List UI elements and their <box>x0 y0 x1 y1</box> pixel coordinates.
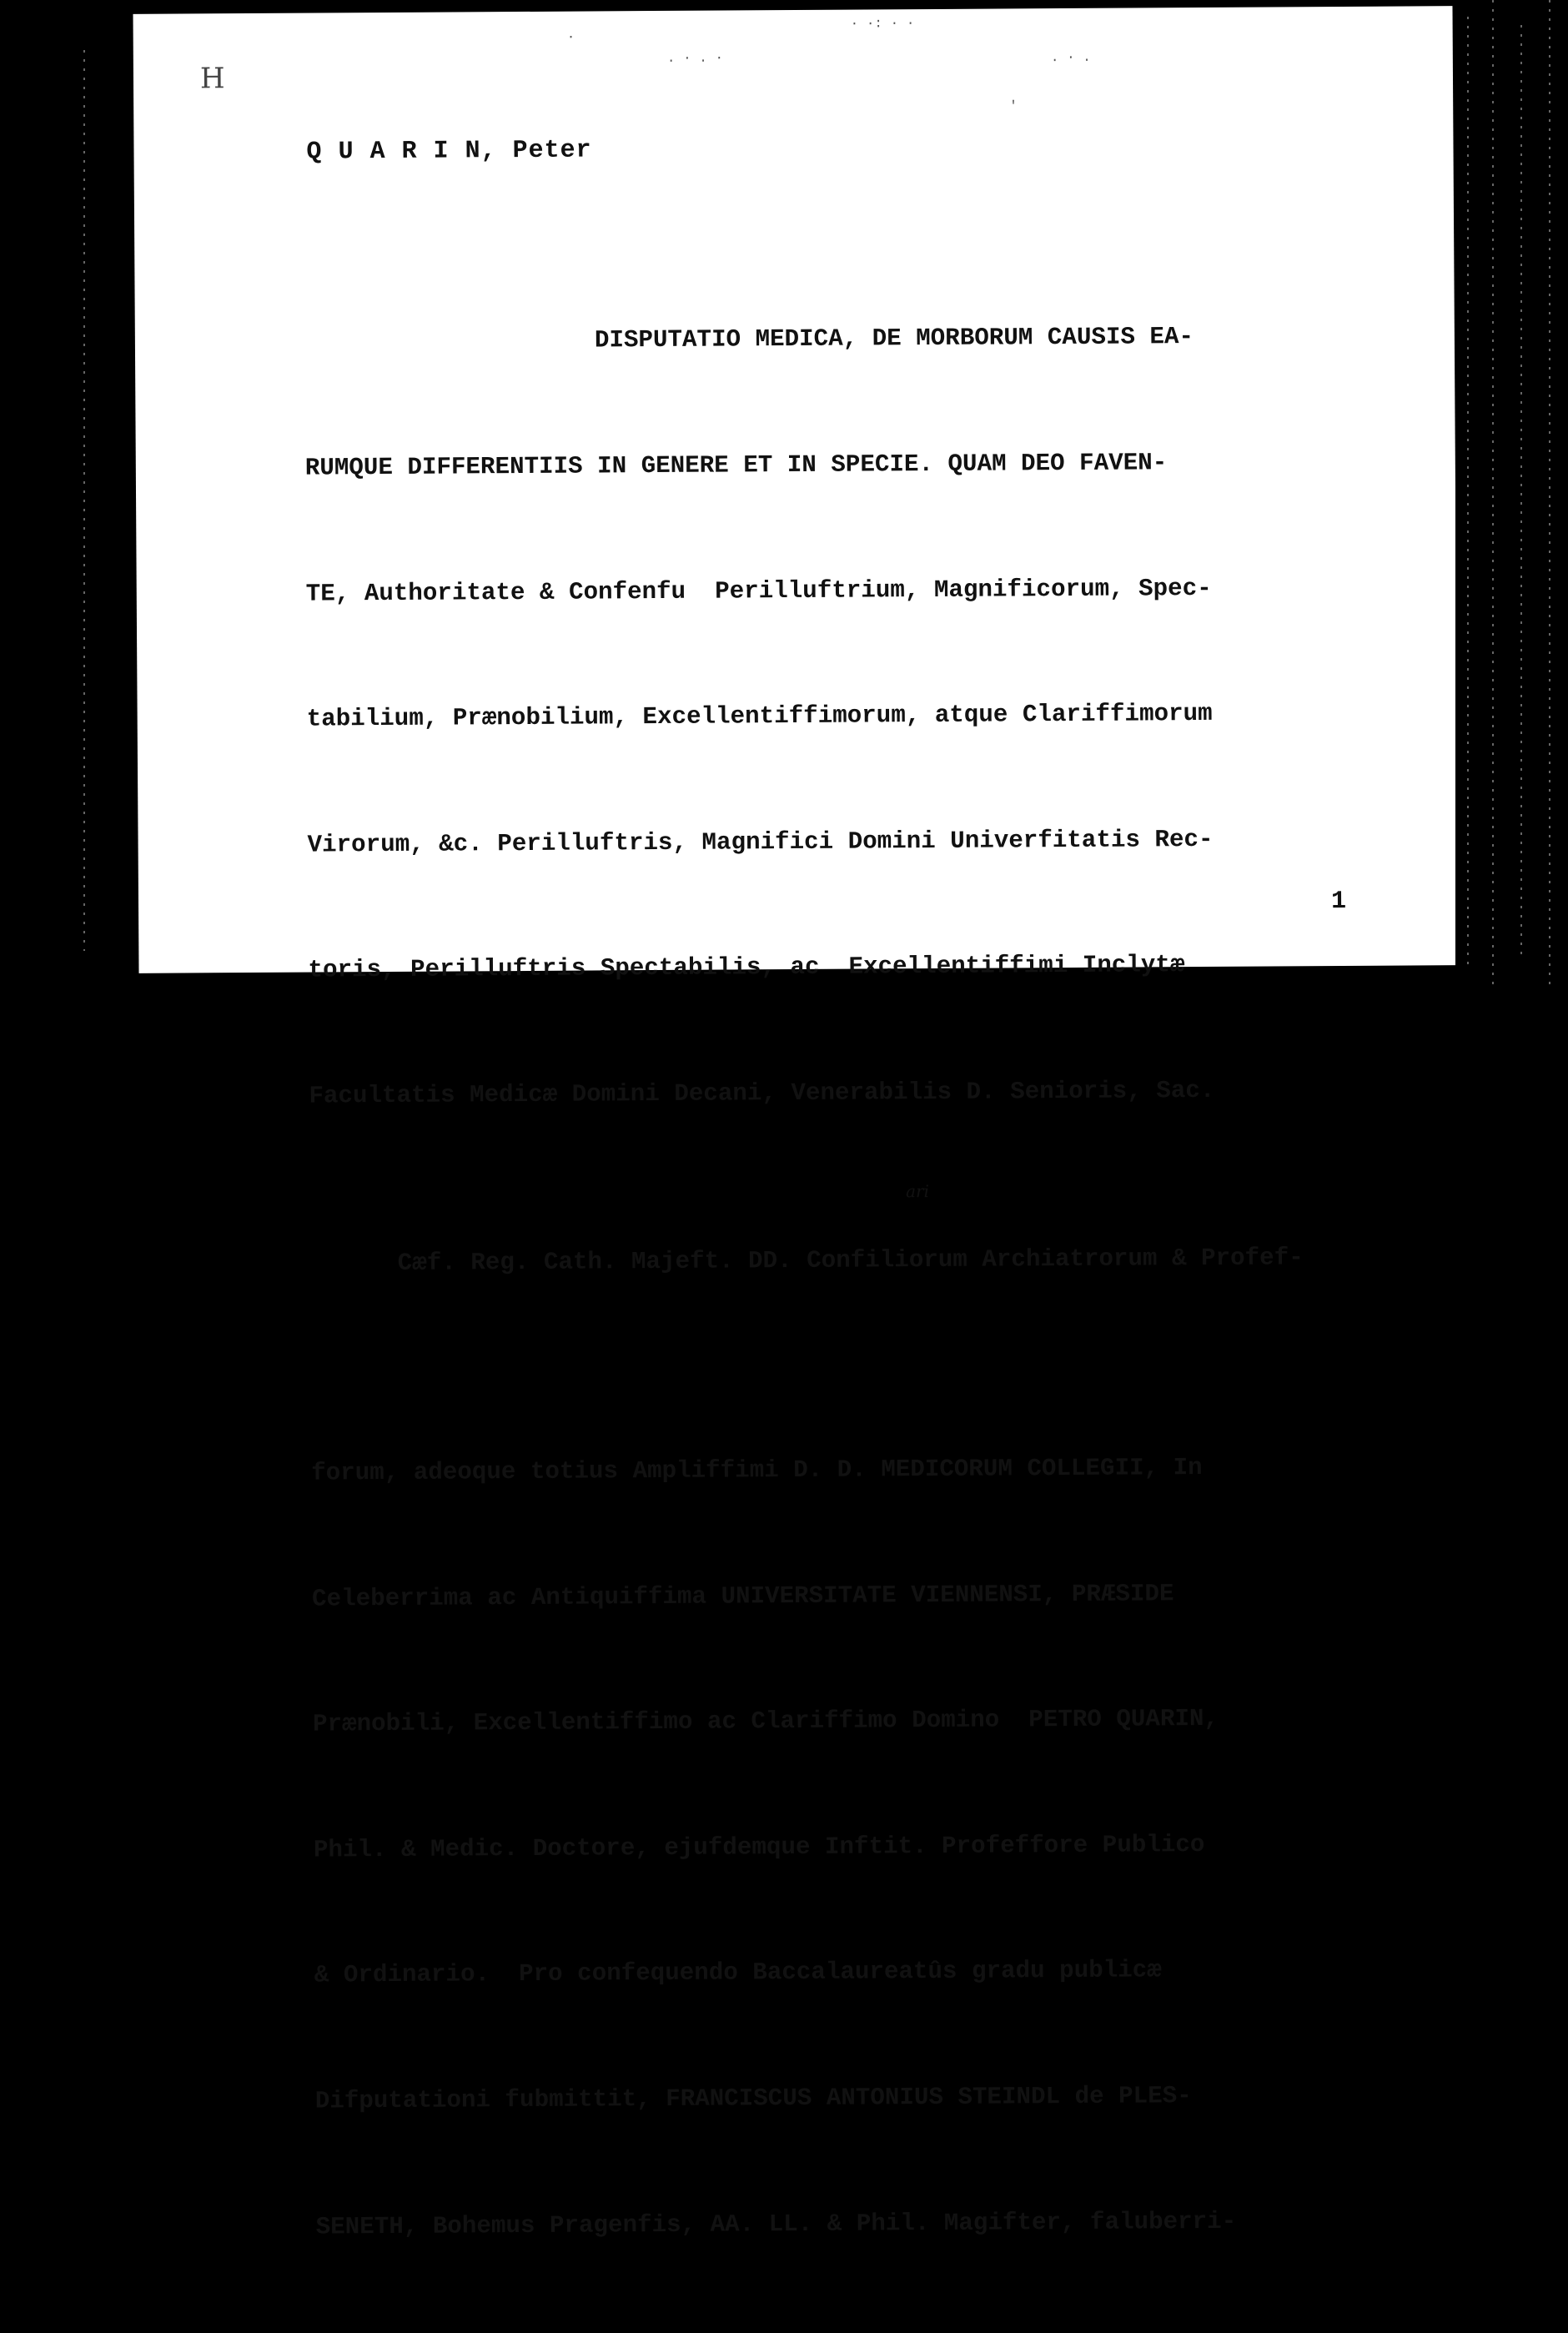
noise-speck: · ·: · · <box>850 16 915 32</box>
entry-line: Virorum, &c. Perilluftris, Magnifici Domini Univerfitatis Rec- <box>307 825 1214 859</box>
scan-noise <box>83 50 85 951</box>
entry-line: Prænobili, Excellentiffimo ac Clariffimo Domino PETRO QUARIN, <box>312 1705 1219 1738</box>
entry-line: Facultatis Medicæ Domini Decani, Venerabilis D. Senioris, Sac. <box>309 1077 1215 1110</box>
entry-line-text: Cæf. Reg. Cath. Majeft. DD. Confiliorum Archiatrorum & Profef- <box>397 1244 1304 1277</box>
entry-line: toris, Perilluftris Spectabilis, ac Excellentiffimi Inclytæ <box>308 951 1185 985</box>
entry-line: & Ordinario. Pro confequendo Baccalaureatûs gradu publicæ <box>314 1956 1162 1989</box>
entry-line: tabilium, Prænobilium, Excellentiffimorum, atque Clariffimorum <box>306 700 1213 733</box>
catalog-entry-text <box>304 231 1434 2331</box>
entry-line: Difputationi fubmittit, FRANCISCUS ANTONIUS STEINDL de PLES- <box>314 2082 1192 2115</box>
interlinear-correction: ari <box>906 1180 930 1201</box>
scan-noise <box>1492 0 1494 984</box>
scan-noise <box>1549 0 1550 984</box>
index-card <box>133 6 1459 2241</box>
entry-line: forum, adeoque totius Ampliffimi D. D. MEDICORUM COLLEGII, In <box>311 1453 1203 1487</box>
entry-line: Phil. & Medic. Doctore, ejufdemque Inftit. Profeffore Publico <box>313 1830 1205 1864</box>
noise-speck: . · . <box>1050 49 1091 66</box>
scan-noise <box>1467 17 1469 968</box>
noise-speck: ' <box>1009 98 1018 114</box>
scan-noise <box>1520 25 1522 959</box>
scan-edge-band <box>1455 0 1568 984</box>
entry-line: TE, Authoritate & Confenfu Perilluftrium, Magnificorum, Spec- <box>305 574 1212 608</box>
handwritten-corner-mark: H <box>199 62 225 96</box>
entry-line: SENETH, Bohemus Pragenfis, AA. LL. & Phil. Magifter, faluberri- <box>315 2207 1237 2241</box>
entry-line: RUMQUE DIFFERENTIIS IN GENERE ET IN SPECIE. QUAM DEO FAVEN- <box>304 449 1168 482</box>
entry-line: Celeberrima ac Antiquiffima UNIVERSITATE VIENNENSI, PRÆSIDE <box>312 1579 1174 1613</box>
noise-speck: . · . · <box>666 50 724 66</box>
catalog-heading: Q U A R I N, Peter <box>306 136 592 167</box>
entry-line: DISPUTATIO MEDICA, DE MORBORUM CAUSIS EA- <box>594 323 1194 354</box>
entry-line <box>309 1180 1428 1369</box>
noise-speck: · <box>566 29 575 45</box>
page-number: 1 <box>1330 887 1347 917</box>
